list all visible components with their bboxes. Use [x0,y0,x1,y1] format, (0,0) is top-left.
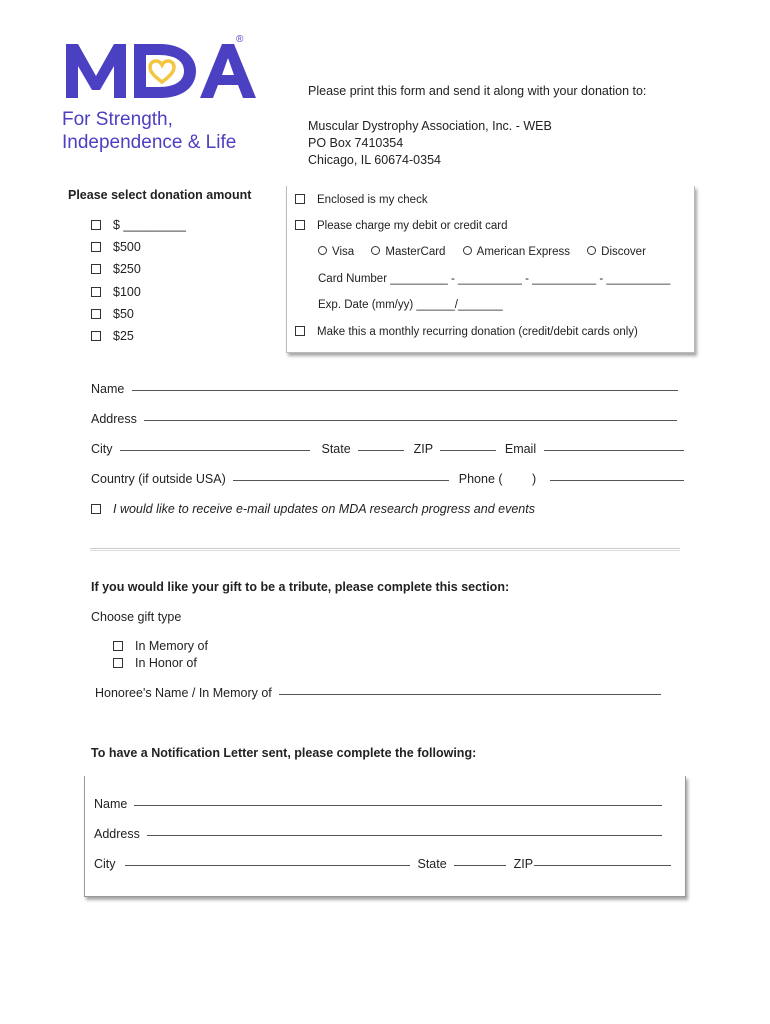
address-label: Address [91,412,137,426]
radio-icon[interactable] [463,246,472,255]
notif-name-row [94,797,662,811]
email-field[interactable] [544,449,684,451]
checkbox-icon[interactable] [91,309,101,319]
amount-label: $250 [113,262,141,276]
card-label: MasterCard [385,246,446,258]
pay-check-label: Enclosed is my check [317,194,428,206]
city-field[interactable] [120,449,310,451]
notif-city-label: City [94,857,116,871]
address-row [91,412,677,426]
notif-name-field[interactable] [134,804,662,806]
radio-icon[interactable] [587,246,596,255]
state-label: State [321,442,351,456]
card-label: Discover [601,246,646,258]
mda-logo-mark [62,36,262,102]
section-divider [90,548,680,551]
mail-address-line2: PO Box 7410354 [308,136,404,150]
notif-address-label: Address [94,827,140,841]
name-field[interactable] [132,389,678,391]
card-visa[interactable] [318,246,354,258]
checkbox-icon[interactable] [295,194,305,204]
city-label: City [91,442,113,456]
logo-tagline [62,108,236,154]
checkbox-icon[interactable] [91,287,101,297]
amount-label: $25 [113,329,134,343]
honoree-field[interactable] [279,693,661,695]
checkbox-icon[interactable] [91,220,101,230]
tagline-line2: Independence & Life [62,132,237,153]
amount-option-25[interactable] [91,329,134,343]
name-label: Name [91,382,125,396]
monthly-label: Make this a monthly recurring donation (credit/debit cards only) [317,326,638,338]
amount-label: $ _________ [113,218,186,232]
email-updates-label: I would like to receive e-mail updates on MDA research progress and events [113,502,535,516]
payment-panel [286,186,695,353]
phone-field[interactable] [550,479,684,481]
tagline-line1: For Strength, [62,109,173,130]
mail-address-line3: Chicago, IL 60674-0354 [308,153,441,167]
card-number-field[interactable]: Card Number _________ - __________ - __________ - __________ [318,273,671,285]
card-discover[interactable] [587,246,646,258]
zip-label: ZIP [413,442,433,456]
zip-field[interactable] [440,449,496,451]
radio-icon[interactable] [371,246,380,255]
tribute-heading: If you would like your gift to be a tribute, please complete this section: [91,580,510,594]
checkbox-icon[interactable] [91,264,101,274]
checkbox-icon[interactable] [295,326,305,336]
amount-label: $500 [113,240,141,254]
radio-icon[interactable] [318,246,327,255]
mail-address-line1: Muscular Dystrophy Association, Inc. - WEB [308,119,552,133]
city-row [91,442,684,456]
amount-option-100[interactable] [91,285,141,299]
checkbox-icon[interactable] [113,641,123,651]
checkbox-icon[interactable] [113,658,123,668]
name-row [91,382,678,396]
card-amex[interactable] [463,246,570,258]
notification-heading: To have a Notification Letter sent, please complete the following: [91,746,477,760]
state-field[interactable] [358,449,404,451]
registered-mark: ® [236,34,244,45]
mda-logo [62,36,262,107]
phone-close-paren: ) [532,472,537,486]
honoree-row [95,686,661,700]
amount-option-50[interactable] [91,307,134,321]
amount-option-500[interactable] [91,240,141,254]
email-label: Email [504,442,537,456]
checkbox-icon[interactable] [91,331,101,341]
checkbox-icon[interactable] [295,220,305,230]
in-memory-label: In Memory of [135,639,208,653]
amount-label: $100 [113,285,141,299]
country-row [91,472,684,486]
email-updates-option[interactable] [91,502,535,516]
notif-address-field[interactable] [147,834,662,836]
pay-card-option[interactable] [295,220,507,232]
card-label: American Express [476,246,570,258]
amount-option-other[interactable] [91,218,186,232]
amount-option-250[interactable] [91,262,141,276]
mail-instruction: Please print this form and send it along with your donation to: [308,84,647,98]
honoree-label: Honoree's Name / In Memory of [95,686,272,700]
notif-name-label: Name [94,797,128,811]
phone-label: Phone ( [458,472,503,486]
donation-heading: Please select donation amount [68,188,252,202]
pay-card-label: Please charge my debit or credit card [317,220,508,232]
card-label: Visa [332,246,355,258]
country-field[interactable] [233,479,449,481]
notif-city-field[interactable] [125,864,410,866]
exp-date-field[interactable]: Exp. Date (mm/yy) ______/_______ [318,299,503,311]
card-type-row [318,246,646,258]
country-label: Country (if outside USA) [91,472,226,486]
in-honor-option[interactable] [113,656,197,670]
card-mastercard[interactable] [371,246,445,258]
checkbox-icon[interactable] [91,242,101,252]
notification-panel [84,776,686,897]
gift-type-label: Choose gift type [91,610,182,624]
address-field[interactable] [144,419,677,421]
in-memory-option[interactable] [113,639,208,653]
notif-state-field[interactable] [454,864,506,866]
amount-label: $50 [113,307,134,321]
notif-state-label: State [417,857,447,871]
pay-check-option[interactable] [295,194,428,206]
notif-zip-field[interactable] [534,864,671,866]
notif-city-row [94,857,671,871]
notif-address-row [94,827,662,841]
checkbox-icon[interactable] [91,504,101,514]
notif-zip-label: ZIP [513,857,534,871]
in-honor-label: In Honor of [135,656,197,670]
monthly-option[interactable] [295,326,638,338]
